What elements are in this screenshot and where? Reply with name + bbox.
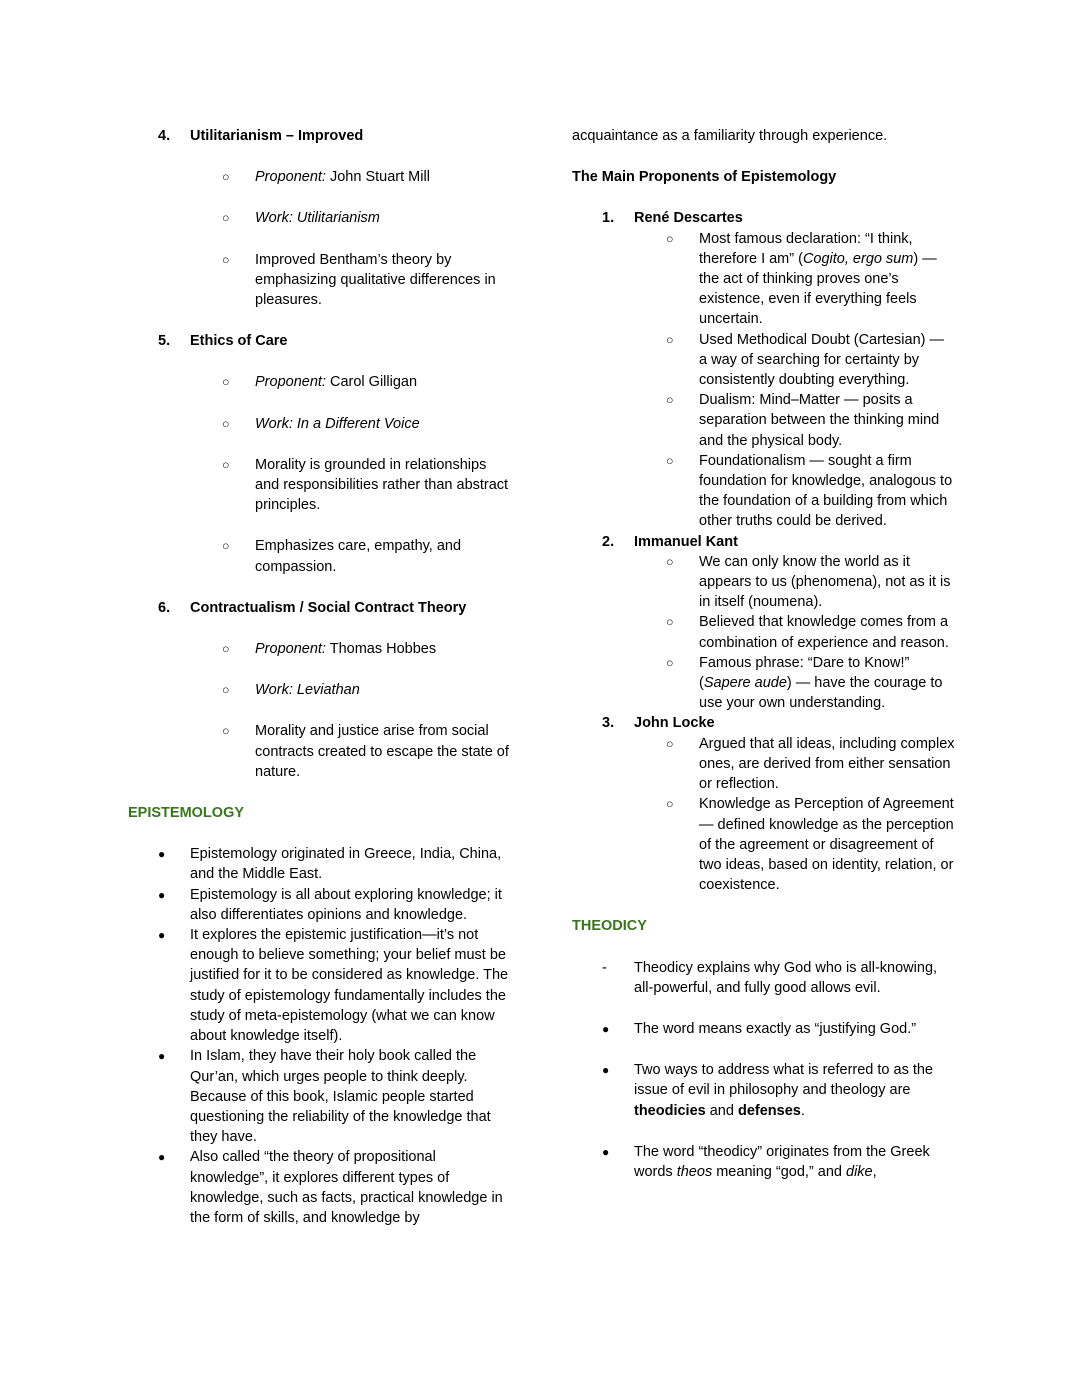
disc-bullet-icon: ● xyxy=(158,1049,166,1064)
bullet-item xyxy=(666,451,955,532)
text-run: Work: Utilitarianism xyxy=(255,210,380,227)
section-heading xyxy=(128,803,511,823)
text-run: The word “theodicy” originates from the Greek words xyxy=(634,1143,930,1180)
section-heading xyxy=(572,167,955,187)
item-text xyxy=(699,653,955,714)
circle-bullet-icon: ○ xyxy=(222,416,230,431)
item-text xyxy=(699,552,955,613)
text-run: Proponent: xyxy=(255,641,326,658)
item-text xyxy=(699,330,955,391)
text-run: ) — the act of thinking proves one’s existence, even if everything feels uncertain. xyxy=(699,250,937,328)
item-text xyxy=(255,167,511,187)
list-number: 4. xyxy=(158,128,171,144)
text-run: Used Methodical Doubt (Cartesian) — a way of searching for certainty by consistently doubting everything. xyxy=(699,331,944,389)
circle-bullet-icon: ○ xyxy=(222,457,230,472)
bullet-item xyxy=(158,925,511,1046)
bullet-item xyxy=(158,1046,511,1147)
bullet-item xyxy=(666,734,955,795)
item-text xyxy=(255,250,511,311)
bullet-item xyxy=(666,552,955,613)
bullet-item xyxy=(222,372,511,392)
text-run: dike xyxy=(846,1163,873,1180)
bullet-item xyxy=(602,1060,955,1121)
numbered-item xyxy=(602,713,955,733)
circle-bullet-icon: ○ xyxy=(222,683,230,698)
text-run: Ethics of Care xyxy=(190,333,288,350)
bullet-item xyxy=(602,1142,955,1182)
text-run: , xyxy=(872,1163,877,1180)
bullet-item xyxy=(222,639,511,659)
circle-bullet-icon: ○ xyxy=(666,453,674,468)
numbered-item xyxy=(158,126,511,146)
text-run: The Main Proponents of Epistemology xyxy=(572,169,837,186)
item-text xyxy=(699,229,955,330)
text-run: We can only know the world as it appears to us (phenomena), not as it is in itself (noumena). xyxy=(699,553,951,611)
text-run: meaning “god,” and xyxy=(712,1163,847,1180)
circle-bullet-icon: ○ xyxy=(222,211,230,226)
text-run: Utilitarianism – Improved xyxy=(190,128,364,144)
circle-bullet-icon: ○ xyxy=(666,332,674,347)
text-run: Immanuel Kant xyxy=(634,533,738,550)
text-run: Work: Leviathan xyxy=(255,682,360,699)
text-run: Believed that knowledge comes from a combination of experience and reason. xyxy=(699,614,949,651)
item-text xyxy=(699,451,955,532)
list-number: 1. xyxy=(602,210,615,227)
text-run: Contractualism / Social Contract Theory xyxy=(190,599,467,616)
text-run: THEODICY xyxy=(572,918,647,935)
circle-bullet-icon: ○ xyxy=(222,724,230,739)
text-run: theos xyxy=(676,1163,713,1180)
item-text xyxy=(190,126,511,146)
bullet-item xyxy=(666,653,955,714)
text-run: Foundationalism — sought a firm foundation for knowledge, analogous to the foundation of a building from which other truths could be derived. xyxy=(699,452,953,530)
text-run: Famous phrase: “Dare to Know!” ( xyxy=(699,654,910,692)
text-run: Carol Gilligan xyxy=(325,374,418,391)
bullet-item xyxy=(158,885,511,925)
disc-bullet-icon: ● xyxy=(602,1063,610,1078)
text-run: The word means exactly as “justifying God.” xyxy=(634,1020,917,1037)
text-run: Work: In a Different Voice xyxy=(255,415,420,432)
bullet-item xyxy=(158,844,511,884)
circle-bullet-icon: ○ xyxy=(666,393,674,408)
item-text xyxy=(255,455,511,516)
text-run: Cogito, ergo sum xyxy=(802,250,914,267)
circle-bullet-icon: ○ xyxy=(666,554,674,569)
item-text xyxy=(255,208,511,228)
item-text xyxy=(699,794,955,895)
bullet-item xyxy=(666,794,955,895)
bullet-item xyxy=(222,721,511,782)
text-run: Proponent: xyxy=(255,169,326,186)
text-run: theodicies xyxy=(634,1102,706,1119)
circle-bullet-icon: ○ xyxy=(666,797,674,812)
bullet-item xyxy=(602,958,955,998)
item-text xyxy=(634,208,955,228)
bullet-item xyxy=(222,536,511,576)
item-text xyxy=(255,721,511,782)
text-run: In Islam, they have their holy book called the Qur’an, which urges people to think deeply. Because of this book, Islamic people started questioning the reliability of the knowledge that they have. xyxy=(190,1048,491,1146)
text-run: Dualism: Mind–Matter — posits a separation between the thinking mind and the physical body. xyxy=(699,392,940,449)
disc-bullet-icon: ● xyxy=(158,928,166,943)
column-left xyxy=(128,126,511,1357)
text-run: Improved Bentham’s theory by emphasizing qualitative differences in pleasures. xyxy=(255,251,496,309)
item-text xyxy=(634,713,955,733)
bullet-item xyxy=(222,250,511,311)
item-text xyxy=(572,128,887,144)
circle-bullet-icon: ○ xyxy=(222,170,230,185)
circle-bullet-icon: ○ xyxy=(222,252,230,267)
text-run: Proponent: xyxy=(255,374,326,391)
item-text xyxy=(699,734,955,795)
text-run: Morality is grounded in relationships and responsibilities rather than abstract principles. xyxy=(255,456,509,514)
bullet-item xyxy=(222,680,511,700)
item-text xyxy=(190,925,511,1046)
text-run: acquaintance as a familiarity through experience. xyxy=(572,128,888,144)
dash-bullet-icon: - xyxy=(602,959,607,976)
bullet-item xyxy=(666,229,955,330)
list-number: 6. xyxy=(158,599,171,616)
text-run: John Locke xyxy=(634,715,715,732)
item-text xyxy=(190,598,511,618)
text-run: . xyxy=(800,1102,805,1119)
text-run: Theodicy explains why God who is all-knowing, all-powerful, and fully good allows evil. xyxy=(634,959,938,996)
disc-bullet-icon: ● xyxy=(602,1021,610,1036)
text-run: Argued that all ideas, including complex ones, are derived from either sensation or reflection. xyxy=(699,735,955,793)
bullet-item xyxy=(222,167,511,187)
heading-text xyxy=(128,805,244,821)
column-right xyxy=(572,126,955,1357)
text-run: EPISTEMOLOGY xyxy=(128,805,245,822)
item-text xyxy=(190,1147,511,1228)
bullet-item xyxy=(222,414,511,434)
circle-bullet-icon: ○ xyxy=(666,615,674,630)
circle-bullet-icon: ○ xyxy=(222,642,230,657)
item-text xyxy=(699,390,955,451)
circle-bullet-icon: ○ xyxy=(666,736,674,751)
disc-bullet-icon: ● xyxy=(602,1144,610,1159)
numbered-item xyxy=(602,208,955,228)
numbered-item xyxy=(158,331,511,351)
text-run: defenses xyxy=(737,1102,801,1119)
text-run: Morality and justice arise from social contracts created to escape the state of nature. xyxy=(255,723,509,780)
text-run: ) — have the courage to use your own understanding. xyxy=(699,675,943,712)
list-number: 5. xyxy=(158,333,171,350)
list-number: 3. xyxy=(602,715,615,732)
item-text xyxy=(634,1019,955,1039)
item-text xyxy=(190,331,511,351)
circle-bullet-icon: ○ xyxy=(222,539,230,554)
disc-bullet-icon: ● xyxy=(158,847,166,862)
text-run: Two ways to address what is referred to as the issue of evil in philosophy and theology are xyxy=(634,1062,933,1099)
item-text xyxy=(190,844,511,884)
text-run: Thomas Hobbes xyxy=(325,641,437,658)
bullet-item xyxy=(222,455,511,516)
text-run: Epistemology originated in Greece, India, China, and the Middle East. xyxy=(190,846,502,883)
item-text xyxy=(255,536,511,576)
item-text xyxy=(255,639,511,659)
numbered-item xyxy=(158,598,511,618)
bullet-item xyxy=(666,330,955,391)
item-text xyxy=(190,1046,511,1147)
circle-bullet-icon: ○ xyxy=(666,231,674,246)
text-run: Knowledge as Perception of Agreement — defined knowledge as the perception of the agreement or disagreement of two ideas, based on identity, relation, or coexistence. xyxy=(699,796,954,894)
heading-text xyxy=(572,169,836,185)
numbered-item xyxy=(602,532,955,552)
circle-bullet-icon: ○ xyxy=(222,375,230,390)
item-text xyxy=(634,958,955,998)
item-text xyxy=(699,612,955,652)
text-run: and xyxy=(705,1102,738,1119)
bullet-item xyxy=(666,612,955,652)
section-heading xyxy=(572,916,955,936)
text-run: René Descartes xyxy=(634,210,743,227)
item-text xyxy=(255,680,511,700)
text-run: Sapere aude xyxy=(703,675,787,692)
disc-bullet-icon: ● xyxy=(158,1150,166,1165)
text-run: It explores the epistemic justification—it’s not enough to believe something; your belief must be justified for it to be considered as knowledge. The study of epistemology fundamentally includes the study of meta-epistemology (what we can know about knowledge itself). xyxy=(190,927,509,1045)
text-run: John Stuart Mill xyxy=(325,169,430,186)
bullet-item xyxy=(666,390,955,451)
bullet-item xyxy=(158,1147,511,1228)
list-number: 2. xyxy=(602,533,615,550)
disc-bullet-icon: ● xyxy=(158,887,166,902)
text-run: Epistemology is all about exploring knowledge; it also differentiates opinions and knowledge. xyxy=(190,886,502,923)
heading-text xyxy=(572,918,647,934)
item-text xyxy=(634,1060,955,1121)
text-run: Most famous declaration: “I think, therefore I am” ( xyxy=(699,230,913,267)
paragraph xyxy=(572,126,955,146)
bullet-item xyxy=(222,208,511,228)
text-run: Also called “the theory of propositional knowledge”, it explores different types of knowledge, such as facts, practical knowledge in the form of skills, and knowledge by xyxy=(190,1149,503,1226)
item-text xyxy=(634,532,955,552)
bullet-item xyxy=(602,1019,955,1039)
item-text xyxy=(190,885,511,925)
circle-bullet-icon: ○ xyxy=(666,655,674,670)
text-run: Emphasizes care, empathy, and compassion. xyxy=(255,538,462,575)
item-text xyxy=(255,414,511,434)
item-text xyxy=(634,1142,955,1182)
item-text xyxy=(255,372,511,392)
